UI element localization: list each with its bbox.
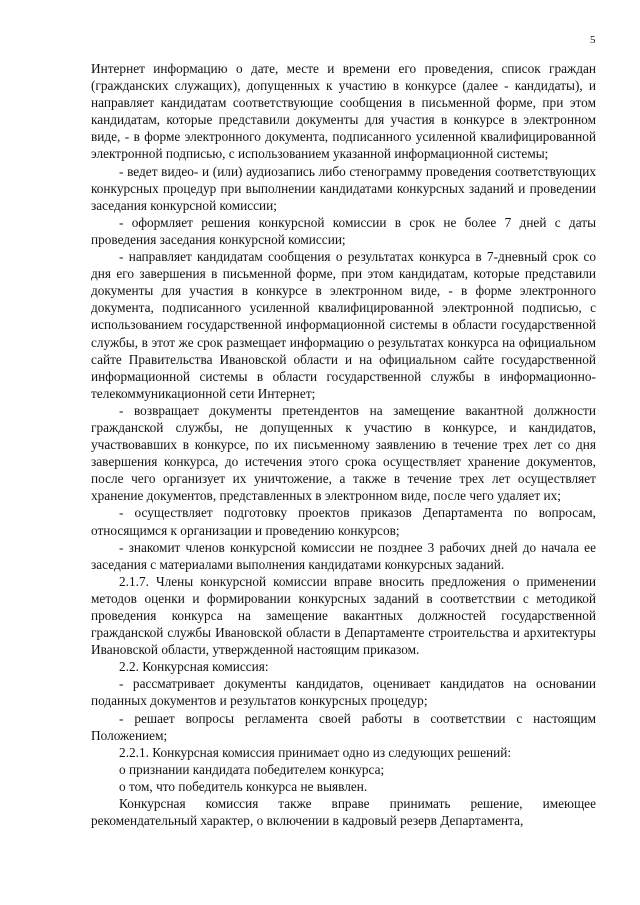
paragraph: 2.1.7. Члены конкурсной комиссии вправе вносить предложения о применении методов оценки и формировании конкурсных заданий в соответствии с методикой проведения конкурса на замещение вакантных должностей государственной гражданской службы Ивановской области в Департаменте строительства и архитектуры Ивановской области, утвержденной настоящим приказом. [91, 573, 596, 658]
paragraph: - ведет видео- и (или) аудиозапись либо стенограмму проведения соответствующих конкурсных процедур при выполнении кандидатами конкурсных заданий и проведении заседания конкурсной комиссии; [91, 163, 596, 213]
paragraph: - направляет кандидатам сообщения о результатах конкурса в 7-дневный срок со дня его завершения в письменной форме, при этом кандидатам, которые представили документы для участия в конкурсе в электронном виде, - в форме электронного документа, подписанного усиленной квалифицированной электронной подписью, с использованием государственной информационной системы в области государственной службы, в этот же срок размещает информацию о результатах конкурса на официальном сайте Правительства Ивановской области и на официальном сайте государственной информационной системы в области государственной службы в информационно-телекоммуникационной сети Интернет; [91, 249, 596, 401]
paragraph: - рассматривает документы кандидатов, оценивает кандидатов на основании поданных документов и результатов конкурсных процедур; [91, 676, 596, 709]
paragraph: - оформляет решения конкурсной комиссии в срок не более 7 дней с даты проведения заседания конкурсной комиссии; [91, 214, 596, 247]
paragraph: о том, что победитель конкурса не выявлен. [119, 778, 368, 794]
paragraph: - знакомит членов конкурсной комиссии не позднее 3 рабочих дней до начала ее заседания с материалами выполнения кандидатами конкурсных заданий. [91, 539, 596, 572]
paragraph: 2.2. Конкурсная комиссия: [119, 659, 269, 675]
page-number: 5 [590, 34, 596, 46]
paragraph: Конкурсная комиссия также вправе принимать решение, имеющее рекомендательный характер, о включении в кадровый резерв Департамента, [91, 796, 596, 829]
paragraph: - осуществляет подготовку проектов приказов Департамента по вопросам, относящимся к организации и проведению конкурсов; [91, 505, 596, 538]
paragraph: 2.2.1. Конкурсная комиссия принимает одно из следующих решений: [119, 744, 512, 760]
paragraph: - решает вопросы регламента своей работы в соответствии с настоящим Положением; [91, 710, 596, 743]
paragraph: о признании кандидата победителем конкурса; [119, 761, 385, 777]
document-body [91, 60, 596, 829]
paragraph: - возвращает документы претендентов на замещение вакантной должности гражданской службы, не допущенных к участию в конкурсе, и кандидатов, участвовавших в конкурсе, по их письменному заявлению в течение трех лет со дня завершения конкурса, до истечения этого срока осуществляет хранение документов, после чего организует их уничтожение, а также в течение трех лет осуществляет хранение документов, представленных в электронном виде, после чего удаляет их; [91, 402, 596, 504]
paragraph: Интернет информацию о дате, месте и времени его проведения, список граждан (гражданских служащих), допущенных к участию в конкурсе (далее - кандидаты), и направляет кандидатам соответствующие сообщения в письменной форме, при этом кандидатам, которые представили документы для участия в конкурсе в электронном виде, - в форме электронного документа, подписанного усиленной квалифицированной электронной подписью, с использованием указанной информационной системы; [91, 61, 596, 162]
